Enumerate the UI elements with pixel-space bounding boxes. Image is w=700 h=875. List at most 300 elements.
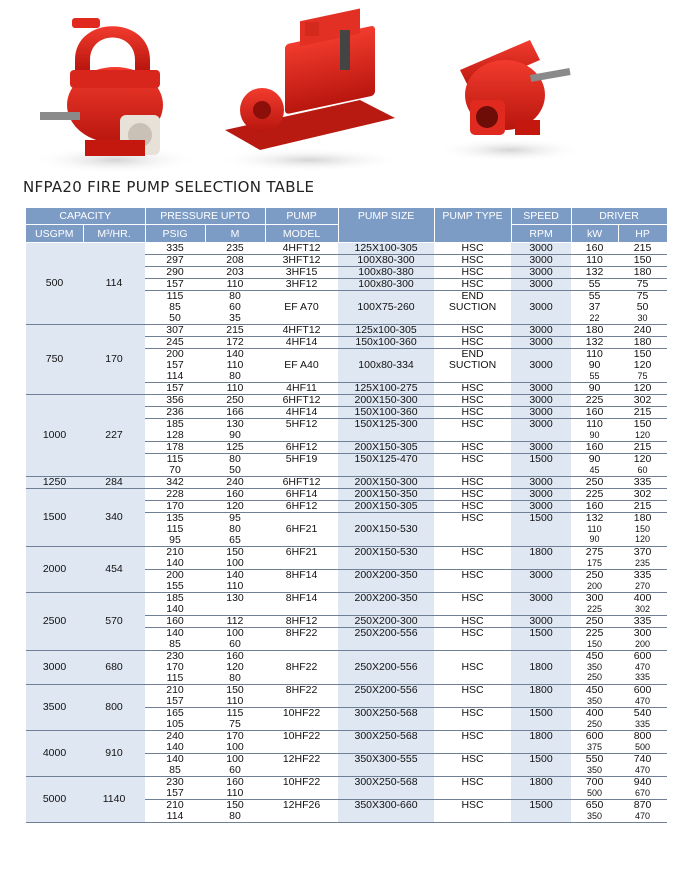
kw-cell xyxy=(571,291,618,325)
pump-size-cell xyxy=(338,708,434,731)
kw-cell-value: 150 xyxy=(587,639,603,649)
pump-size-cell xyxy=(338,454,434,477)
model-cell-value: 10HF22 xyxy=(282,707,321,719)
m-cell-value: 208 xyxy=(226,254,244,266)
psig-cell xyxy=(145,777,205,800)
pump-size-cell-value: 250X200-300 xyxy=(354,615,418,627)
kw-cell xyxy=(571,628,618,651)
pump-size-cell xyxy=(338,349,434,383)
speed-cell-value: 1500 xyxy=(529,707,553,719)
pump-size-cell xyxy=(338,501,434,513)
hp-cell-value: 180 xyxy=(633,512,652,524)
speed-cell-value: 3000 xyxy=(529,592,553,604)
table-row xyxy=(26,685,667,708)
speed-cell xyxy=(511,419,571,442)
kw-cell-value: 90 xyxy=(588,382,601,394)
pump-type-cell-value: HSC xyxy=(461,684,484,696)
psig-cell-value: 140 xyxy=(166,603,184,615)
hp-cell-value: 335 xyxy=(635,672,651,682)
speed-cell xyxy=(511,325,571,337)
pump-size-cell xyxy=(338,651,434,685)
kw-cell-value: 650 xyxy=(585,799,604,811)
pump-size-cell xyxy=(338,255,434,267)
m3hr-cell: 170 xyxy=(83,325,145,395)
pump-size-cell-value: 125X100-305 xyxy=(354,242,418,254)
pump-size-cell-value: 200X150-300 xyxy=(354,476,418,488)
kw-cell xyxy=(571,383,618,395)
pump-size-cell xyxy=(338,337,434,349)
psig-cell xyxy=(145,419,205,442)
kw-cell xyxy=(571,513,618,547)
hp-cell-value: 150 xyxy=(633,348,652,360)
hp-cell-value: 200 xyxy=(635,639,651,649)
kw-cell-value: 600 xyxy=(585,730,604,742)
psig-cell-value: 160 xyxy=(166,615,184,627)
psig-cell xyxy=(145,570,205,593)
header-kw: kW xyxy=(571,225,618,243)
psig-cell-value: 115 xyxy=(166,672,184,684)
hp-cell-value: 540 xyxy=(633,707,652,719)
speed-cell-value: 1800 xyxy=(529,684,553,696)
speed-cell xyxy=(511,291,571,325)
psig-cell xyxy=(145,593,205,616)
psig-cell-value: 230 xyxy=(166,650,184,662)
m-cell xyxy=(205,243,265,255)
m3hr-cell: 227 xyxy=(83,395,145,477)
speed-cell-value: 1500 xyxy=(529,453,553,465)
speed-cell xyxy=(511,395,571,407)
psig-cell-value: 210 xyxy=(166,684,184,696)
psig-cell xyxy=(145,395,205,407)
model-cell-value: 5HF19 xyxy=(285,453,318,465)
psig-cell-value: 115 xyxy=(166,523,184,535)
kw-cell-value: 22 xyxy=(589,313,600,323)
hp-cell xyxy=(618,383,667,395)
speed-cell-value: 3000 xyxy=(529,394,553,406)
m-cell-value: 110 xyxy=(226,382,244,394)
pump-size-cell-value: 150X100-360 xyxy=(354,406,418,418)
psig-cell-value: 230 xyxy=(166,776,184,788)
speed-cell xyxy=(511,547,571,570)
model-cell xyxy=(265,454,338,477)
usgpm-cell: 1500 xyxy=(26,489,83,547)
speed-cell-value: 1500 xyxy=(529,799,553,811)
m3hr-cell: 114 xyxy=(83,243,145,325)
m-cell xyxy=(205,419,265,442)
hp-cell xyxy=(618,349,667,383)
table-row xyxy=(26,651,667,685)
psig-cell-value: 157 xyxy=(166,359,184,371)
pump-type-cell-value: HSC xyxy=(461,776,484,788)
pump-size-cell-value: 200X150-300 xyxy=(354,394,418,406)
table-row xyxy=(26,489,667,501)
kw-cell xyxy=(571,708,618,731)
pump-size-cell-value: 100x80-334 xyxy=(358,359,414,371)
m-cell xyxy=(205,349,265,383)
kw-cell-value: 132 xyxy=(585,336,604,348)
model-cell-value: 5HF12 xyxy=(285,418,318,430)
hp-cell-value: 75 xyxy=(636,290,649,302)
hp-cell xyxy=(618,407,667,419)
m-cell-value: 100 xyxy=(226,741,244,753)
model-cell xyxy=(265,800,338,823)
usgpm-cell: 3500 xyxy=(26,685,83,731)
m-cell xyxy=(205,651,265,685)
usgpm-cell: 5000 xyxy=(26,777,83,823)
pump-size-cell xyxy=(338,547,434,570)
pump-size-cell-value: 200X200-350 xyxy=(354,592,418,604)
speed-cell-value: 1500 xyxy=(529,627,553,639)
model-cell xyxy=(265,651,338,685)
pump-size-cell xyxy=(338,395,434,407)
header-driver: DRIVER xyxy=(571,208,667,225)
pump-type-cell xyxy=(434,616,511,628)
pump-size-cell-value: 200X150-305 xyxy=(354,441,418,453)
pump-size-cell xyxy=(338,685,434,708)
hp-cell-value: 150 xyxy=(633,418,652,430)
pump-type-cell-value: HSC xyxy=(461,406,484,418)
speed-cell-value: 3000 xyxy=(529,324,553,336)
usgpm-cell: 2500 xyxy=(26,593,83,651)
model-cell xyxy=(265,616,338,628)
speed-cell-value: 1500 xyxy=(529,753,553,765)
pump-size-cell-value: 150X125-470 xyxy=(354,453,418,465)
m-cell-value: 130 xyxy=(226,592,244,604)
hp-cell xyxy=(618,501,667,513)
hp-cell xyxy=(618,570,667,593)
pump-size-cell-value: 100X75-260 xyxy=(357,301,415,313)
kw-cell-value: 132 xyxy=(585,266,604,278)
hp-cell xyxy=(618,593,667,616)
hp-cell-value: 215 xyxy=(633,242,652,254)
kw-cell xyxy=(571,501,618,513)
model-cell xyxy=(265,513,338,547)
hp-cell-value: 670 xyxy=(635,788,651,798)
model-cell xyxy=(265,731,338,754)
speed-cell-value: 1800 xyxy=(529,546,553,558)
hp-cell xyxy=(618,513,667,547)
pump-size-cell xyxy=(338,407,434,419)
usgpm-cell: 3000 xyxy=(26,651,83,685)
kw-cell-value: 37 xyxy=(588,301,601,313)
m-cell xyxy=(205,325,265,337)
model-cell-value: 6HFT12 xyxy=(282,394,321,406)
hp-cell-value: 75 xyxy=(636,278,649,290)
hp-cell-value: 30 xyxy=(637,313,648,323)
model-cell-value: EF A70 xyxy=(284,301,319,313)
m-cell xyxy=(205,279,265,291)
m-cell xyxy=(205,708,265,731)
model-cell-value: 8HF14 xyxy=(285,592,318,604)
m-cell xyxy=(205,731,265,754)
speed-cell-value: 3000 xyxy=(529,406,553,418)
hp-cell-value: 370 xyxy=(633,546,652,558)
pump-type-cell-value: HSC xyxy=(461,441,484,453)
model-cell-value: 6HF21 xyxy=(285,546,318,558)
model-cell xyxy=(265,255,338,267)
pump-type-cell-value: END xyxy=(461,348,484,360)
psig-cell xyxy=(145,291,205,325)
kw-cell-value: 350 xyxy=(587,662,603,672)
psig-cell-value: 178 xyxy=(166,441,184,453)
header-capacity: CAPACITY xyxy=(26,208,145,225)
psig-cell xyxy=(145,255,205,267)
table-row xyxy=(26,395,667,407)
m-cell-value: 172 xyxy=(226,336,244,348)
speed-cell xyxy=(511,407,571,419)
psig-cell xyxy=(145,731,205,754)
hp-cell xyxy=(618,651,667,685)
kw-cell-value: 200 xyxy=(587,581,603,591)
speed-cell xyxy=(511,454,571,477)
hp-cell-value: 470 xyxy=(635,662,651,672)
m-cell-value: 110 xyxy=(226,359,244,371)
pump-type-cell xyxy=(434,477,511,489)
kw-cell xyxy=(571,800,618,823)
kw-cell xyxy=(571,731,618,754)
m-cell-value: 125 xyxy=(226,441,244,453)
speed-cell xyxy=(511,513,571,547)
pump-type-cell xyxy=(434,442,511,454)
pump-size-cell xyxy=(338,616,434,628)
hp-cell xyxy=(618,489,667,501)
hp-cell-value: 120 xyxy=(635,430,651,440)
speed-cell xyxy=(511,708,571,731)
psig-cell-value: 114 xyxy=(166,810,184,822)
kw-cell xyxy=(571,267,618,279)
pump-type-cell-value: HSC xyxy=(461,500,484,512)
psig-cell-value: 210 xyxy=(166,799,184,811)
kw-cell xyxy=(571,777,618,800)
speed-cell xyxy=(511,501,571,513)
model-cell-value: 6HF12 xyxy=(285,441,318,453)
psig-cell-value: 200 xyxy=(166,348,184,360)
header-m3hr: M³/HR. xyxy=(83,225,145,243)
kw-cell xyxy=(571,651,618,685)
pump-size-cell-value: 100x80-380 xyxy=(358,266,414,278)
speed-cell-value: 3000 xyxy=(529,441,553,453)
model-cell xyxy=(265,489,338,501)
m-cell xyxy=(205,407,265,419)
psig-cell xyxy=(145,349,205,383)
pump-type-cell xyxy=(434,395,511,407)
pump-size-cell-value: 200X200-350 xyxy=(354,569,418,581)
hp-cell-value: 335 xyxy=(633,615,652,627)
model-cell xyxy=(265,349,338,383)
psig-cell-value: 50 xyxy=(169,312,181,324)
table-row xyxy=(26,547,667,570)
kw-cell-value: 132 xyxy=(585,512,604,524)
kw-cell-value: 160 xyxy=(585,500,604,512)
model-cell-value: EF A40 xyxy=(284,359,319,371)
model-cell-value: 6HF21 xyxy=(285,523,318,535)
model-cell xyxy=(265,477,338,489)
psig-cell xyxy=(145,501,205,513)
m-cell-value: 60 xyxy=(229,764,241,776)
pump-type-cell-value: HSC xyxy=(461,418,484,430)
table-row xyxy=(26,731,667,754)
speed-cell xyxy=(511,777,571,800)
model-cell xyxy=(265,593,338,616)
header-pump-type: PUMP TYPE xyxy=(434,208,511,243)
hp-cell xyxy=(618,395,667,407)
pump-size-cell-value: 300X250-568 xyxy=(354,707,418,719)
pump-size-cell xyxy=(338,419,434,442)
pump-type-cell xyxy=(434,243,511,255)
pump-size-cell xyxy=(338,489,434,501)
psig-cell-value: 157 xyxy=(166,382,184,394)
kw-cell xyxy=(571,243,618,255)
psig-cell xyxy=(145,454,205,477)
m-cell-value: 140 xyxy=(226,569,244,581)
m-cell-value: 110 xyxy=(226,787,244,799)
kw-cell-value: 450 xyxy=(585,684,604,696)
model-cell-value: 8HF12 xyxy=(285,615,318,627)
kw-cell xyxy=(571,349,618,383)
kw-cell xyxy=(571,547,618,570)
m-cell-value: 100 xyxy=(226,557,244,569)
hp-cell xyxy=(618,685,667,708)
hp-cell xyxy=(618,754,667,777)
hp-cell xyxy=(618,279,667,291)
header-usgpm: USGPM xyxy=(26,225,83,243)
pump-size-cell xyxy=(338,325,434,337)
speed-cell xyxy=(511,800,571,823)
pump-type-cell-value: HSC xyxy=(461,546,484,558)
kw-cell-value: 110 xyxy=(587,524,602,534)
hp-cell-value: 120 xyxy=(633,453,652,465)
m-cell xyxy=(205,442,265,454)
pump-type-cell-value: HSC xyxy=(461,453,484,465)
pump-type-cell-value: HSC xyxy=(461,661,484,673)
hp-cell xyxy=(618,616,667,628)
psig-cell-value: 157 xyxy=(166,278,184,290)
m-cell-value: 240 xyxy=(226,476,244,488)
model-cell-value: 3HF15 xyxy=(285,266,318,278)
psig-cell-value: 236 xyxy=(166,406,184,418)
pump-type-cell-value: HSC xyxy=(461,615,484,627)
pump-size-cell xyxy=(338,383,434,395)
speed-cell xyxy=(511,570,571,593)
hp-cell-value: 120 xyxy=(633,382,652,394)
psig-cell-value: 297 xyxy=(166,254,184,266)
model-cell xyxy=(265,419,338,442)
hp-cell xyxy=(618,337,667,349)
model-cell-value: 6HF12 xyxy=(285,500,318,512)
hp-cell-value: 400 xyxy=(633,592,652,604)
pump-type-cell xyxy=(434,708,511,731)
hp-cell-value: 800 xyxy=(633,730,652,742)
pump-size-cell xyxy=(338,731,434,754)
speed-cell xyxy=(511,731,571,754)
m-cell xyxy=(205,267,265,279)
hp-cell-value: 470 xyxy=(635,696,651,706)
hp-cell-value: 235 xyxy=(635,558,651,568)
psig-cell-value: 135 xyxy=(166,512,184,524)
psig-cell xyxy=(145,685,205,708)
model-cell xyxy=(265,395,338,407)
psig-cell-value: 95 xyxy=(169,534,181,546)
m-cell xyxy=(205,501,265,513)
model-cell xyxy=(265,501,338,513)
m-cell xyxy=(205,628,265,651)
hp-cell xyxy=(618,628,667,651)
header-rpm: RPM xyxy=(511,225,571,243)
psig-cell-value: 240 xyxy=(166,730,184,742)
m3hr-cell: 680 xyxy=(83,651,145,685)
kw-cell-value: 250 xyxy=(585,569,604,581)
pump-size-cell xyxy=(338,777,434,800)
hp-cell-value: 470 xyxy=(635,811,651,821)
kw-cell xyxy=(571,395,618,407)
model-cell-value: 6HFT12 xyxy=(282,476,321,488)
pump-type-cell-value: HSC xyxy=(461,592,484,604)
model-cell-value: 12HF26 xyxy=(282,799,321,811)
pump-type-cell xyxy=(434,489,511,501)
speed-cell-value: 3000 xyxy=(529,476,553,488)
m-cell xyxy=(205,383,265,395)
kw-cell xyxy=(571,593,618,616)
speed-cell xyxy=(511,616,571,628)
pump-type-cell xyxy=(434,800,511,823)
pump-type-cell xyxy=(434,513,511,547)
psig-cell-value: 170 xyxy=(166,661,184,673)
pump-size-cell xyxy=(338,754,434,777)
usgpm-cell: 1000 xyxy=(26,395,83,477)
pump-type-cell xyxy=(434,570,511,593)
pump-type-cell xyxy=(434,279,511,291)
model-cell xyxy=(265,547,338,570)
m-cell xyxy=(205,477,265,489)
model-cell xyxy=(265,628,338,651)
speed-cell-value: 1800 xyxy=(529,730,553,742)
m-cell-value: 90 xyxy=(229,429,241,441)
speed-cell-value: 1800 xyxy=(529,776,553,788)
m-cell xyxy=(205,800,265,823)
hp-cell xyxy=(618,291,667,325)
psig-cell-value: 185 xyxy=(166,418,184,430)
pump-type-cell xyxy=(434,628,511,651)
hp-cell-value: 150 xyxy=(633,254,652,266)
hp-cell-value: 75 xyxy=(637,371,648,381)
psig-cell xyxy=(145,407,205,419)
psig-cell xyxy=(145,489,205,501)
speed-cell xyxy=(511,337,571,349)
kw-cell-value: 225 xyxy=(585,627,604,639)
kw-cell-value: 55 xyxy=(588,290,601,302)
model-cell-value: 8HF22 xyxy=(285,627,318,639)
speed-cell-value: 3000 xyxy=(529,254,553,266)
m-cell-value: 95 xyxy=(229,512,241,524)
kw-cell-value: 500 xyxy=(587,788,603,798)
pump-type-cell-value: HSC xyxy=(461,254,484,266)
hp-cell-value: 335 xyxy=(633,569,652,581)
kw-cell-value: 550 xyxy=(585,753,604,765)
hp-cell-value: 335 xyxy=(635,719,651,729)
psig-cell-value: 170 xyxy=(166,500,184,512)
model-cell-value: 12HF22 xyxy=(282,753,321,765)
m-cell-value: 80 xyxy=(229,672,241,684)
kw-cell-value: 225 xyxy=(585,394,604,406)
pump-type-cell-value: SUCTION xyxy=(448,301,497,313)
pump-type-cell xyxy=(434,383,511,395)
pump-type-cell-value: HSC xyxy=(461,707,484,719)
kw-cell xyxy=(571,337,618,349)
speed-cell xyxy=(511,442,571,454)
pump-type-cell-value: HSC xyxy=(461,336,484,348)
pump-type-cell xyxy=(434,349,511,383)
hp-cell-value: 120 xyxy=(633,359,652,371)
